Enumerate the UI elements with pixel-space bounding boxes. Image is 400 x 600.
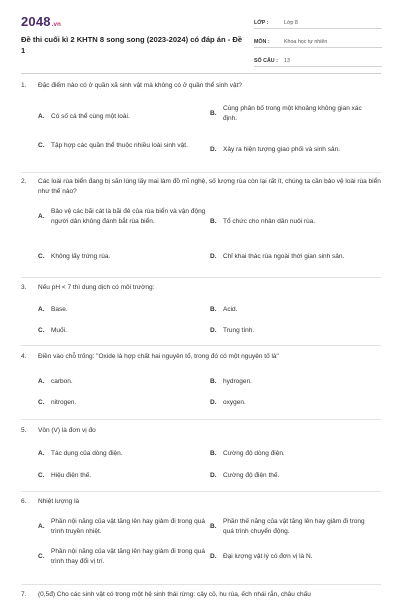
question-text: Vôn (V) là đơn vị đo bbox=[38, 427, 96, 434]
meta-key: SỐ CÂU : bbox=[254, 58, 278, 64]
option-a[interactable] bbox=[38, 517, 210, 537]
option-letter: A. bbox=[38, 378, 45, 385]
option-letter: D. bbox=[210, 553, 217, 560]
question-6 bbox=[21, 497, 381, 565]
option-letter: C. bbox=[38, 472, 45, 479]
option-letter: C. bbox=[38, 553, 45, 560]
question-text: Điền vào chỗ trống: "Oxide là hợp chất hai nguyên tố, trong đó có một nguyên tố là" bbox=[38, 353, 279, 360]
option-text: Tổ chức cho nhân dân nuôi rùa. bbox=[223, 218, 316, 225]
question-divider bbox=[21, 172, 381, 173]
option-letter: D. bbox=[210, 327, 217, 334]
brand-name: 2048 bbox=[21, 14, 51, 29]
meta-key: MÔN : bbox=[254, 39, 270, 45]
question-number: 4. bbox=[21, 353, 27, 360]
option-letter: A. bbox=[38, 113, 45, 120]
option-text: Có số cá thể cùng một loài. bbox=[51, 113, 130, 120]
meta-question-count bbox=[254, 52, 382, 67]
option-letter: C. bbox=[38, 399, 45, 406]
option-text: Cùng phân bố trong một khoảng không gian xác định. bbox=[223, 105, 362, 122]
option-d[interactable] bbox=[210, 252, 381, 262]
option-letter: A. bbox=[38, 450, 45, 457]
meta-subject bbox=[254, 33, 382, 48]
option-c[interactable] bbox=[38, 547, 210, 567]
meta-key: LỚP : bbox=[254, 20, 269, 26]
option-a[interactable] bbox=[38, 112, 210, 122]
option-text: Phần nội năng của vật tăng lên hay giảm đi trong quá trình thay đổi vị trí. bbox=[51, 548, 205, 565]
option-text: Chỉ khai thác rùa ngoài thời gian sinh sản. bbox=[223, 253, 345, 260]
option-text: Tác dụng của dòng điện. bbox=[51, 450, 123, 457]
option-text: Cường độ điện thế. bbox=[223, 472, 280, 479]
question-divider bbox=[21, 419, 381, 420]
option-b[interactable] bbox=[210, 217, 381, 227]
brand-suffix: .vn bbox=[51, 22, 62, 28]
option-letter: B. bbox=[210, 450, 217, 457]
option-text: Phần nội năng của vật tăng lên hay giảm đi trong quá trình truyền nhiệt. bbox=[51, 518, 205, 535]
question-number: 6. bbox=[21, 498, 27, 505]
option-letter: D. bbox=[210, 146, 217, 153]
option-letter: D. bbox=[210, 399, 217, 406]
option-text: Trung tính. bbox=[223, 327, 255, 334]
option-c[interactable] bbox=[38, 252, 210, 262]
question-number: 5. bbox=[21, 427, 27, 434]
question-text: Các loài rùa biển đang bị săn lùng lấy mai làm đồ mĩ nghệ, số lượng rùa còn lại rất ít, chúng ta cần bảo vệ loài rùa biển như thế nào? bbox=[38, 178, 381, 195]
option-text: Hiệu điện thế. bbox=[51, 472, 92, 479]
exam-meta bbox=[254, 14, 382, 71]
option-text: Bảo vệ các bãi cát là bãi đẻ của rùa biển và vận động người dân không đánh bắt rùa biển. bbox=[51, 208, 206, 225]
option-text: hydrogen. bbox=[223, 378, 252, 385]
document-title: Đề thi cuối kì 2 KHTN 8 song song (2023-2024) có đáp án - Đề 1 bbox=[21, 35, 243, 55]
question-divider bbox=[21, 584, 381, 585]
option-a[interactable] bbox=[38, 207, 210, 227]
option-b[interactable] bbox=[210, 377, 381, 387]
option-text: Không lấy trứng rùa. bbox=[51, 253, 111, 260]
option-a[interactable] bbox=[38, 377, 210, 387]
option-a[interactable] bbox=[38, 449, 210, 459]
option-letter: A. bbox=[38, 306, 45, 313]
option-letter: B. bbox=[210, 306, 217, 313]
option-letter: D. bbox=[210, 253, 217, 260]
option-text: Tập hợp các quần thể thuộc nhiều loài sinh vật. bbox=[51, 142, 188, 149]
option-text: Xảy ra hiện tượng giao phối và sinh sản. bbox=[223, 146, 341, 153]
option-letter: C. bbox=[38, 142, 45, 149]
meta-value: 13 bbox=[284, 58, 290, 64]
header-divider bbox=[21, 73, 381, 74]
option-text: Phần thế năng của vật tăng lên hay giảm đi trong quá trình chuyển động. bbox=[223, 518, 365, 535]
option-letter: C. bbox=[38, 253, 45, 260]
question-number: 3. bbox=[21, 284, 27, 291]
question-text: Đặc điểm nào có ở quần xã sinh vật mà không có ở quần thể sinh vật? bbox=[38, 82, 243, 89]
question-text: Nhiệt lượng là bbox=[38, 498, 80, 505]
meta-class bbox=[254, 14, 382, 29]
option-d[interactable] bbox=[210, 326, 381, 336]
question-divider bbox=[21, 277, 381, 278]
question-number: 1. bbox=[21, 82, 27, 89]
option-c[interactable] bbox=[38, 398, 210, 408]
meta-value: Lớp 8 bbox=[284, 20, 298, 26]
question-text: (0,5đ) Cho các sinh vật có trong một hệ sinh thái rừng: cây cỏ, hu rùa, ếch nhái rắn, châu chấu bbox=[38, 591, 311, 598]
option-d[interactable] bbox=[210, 471, 381, 481]
option-letter: A. bbox=[38, 523, 45, 530]
meta-value: Khoa học tự nhiên bbox=[284, 39, 328, 45]
option-c[interactable] bbox=[38, 141, 210, 151]
question-3 bbox=[21, 283, 381, 334]
option-b[interactable] bbox=[210, 449, 381, 459]
question-1 bbox=[21, 81, 381, 153]
option-d[interactable] bbox=[210, 552, 381, 562]
option-letter: A. bbox=[38, 213, 45, 220]
option-a[interactable] bbox=[38, 305, 210, 315]
option-letter: D. bbox=[210, 472, 217, 479]
option-text: Đại lượng vật lý có đơn vị là N. bbox=[223, 553, 313, 560]
question-number: 7. bbox=[21, 591, 27, 598]
option-text: Acid. bbox=[223, 306, 238, 313]
option-text: Muối. bbox=[51, 327, 67, 334]
question-4 bbox=[21, 352, 381, 406]
question-2 bbox=[21, 177, 381, 260]
question-text: Nếu pH < 7 thì dung dịch có môi trường: bbox=[38, 284, 155, 291]
option-letter: B. bbox=[210, 110, 217, 117]
option-c[interactable] bbox=[38, 326, 210, 336]
question-7 bbox=[21, 590, 381, 600]
question-divider bbox=[21, 345, 381, 346]
option-letter: C. bbox=[38, 327, 45, 334]
option-text: Base. bbox=[51, 306, 68, 313]
option-b[interactable] bbox=[210, 517, 381, 537]
option-d[interactable] bbox=[210, 398, 381, 408]
option-b[interactable] bbox=[210, 104, 381, 124]
question-number: 2. bbox=[21, 178, 27, 185]
option-c[interactable] bbox=[38, 471, 210, 481]
option-d[interactable] bbox=[210, 145, 381, 155]
option-text: nitrogen. bbox=[51, 399, 77, 406]
site-logo[interactable] bbox=[21, 14, 61, 29]
option-text: Cường độ dòng điện. bbox=[223, 450, 285, 457]
option-letter: B. bbox=[210, 378, 217, 385]
option-letter: B. bbox=[210, 218, 217, 225]
question-5 bbox=[21, 426, 381, 479]
option-letter: B. bbox=[210, 523, 217, 530]
question-divider bbox=[21, 491, 381, 492]
option-b[interactable] bbox=[210, 305, 381, 315]
option-text: oxygen. bbox=[223, 399, 246, 406]
option-text: carbon. bbox=[51, 378, 73, 385]
